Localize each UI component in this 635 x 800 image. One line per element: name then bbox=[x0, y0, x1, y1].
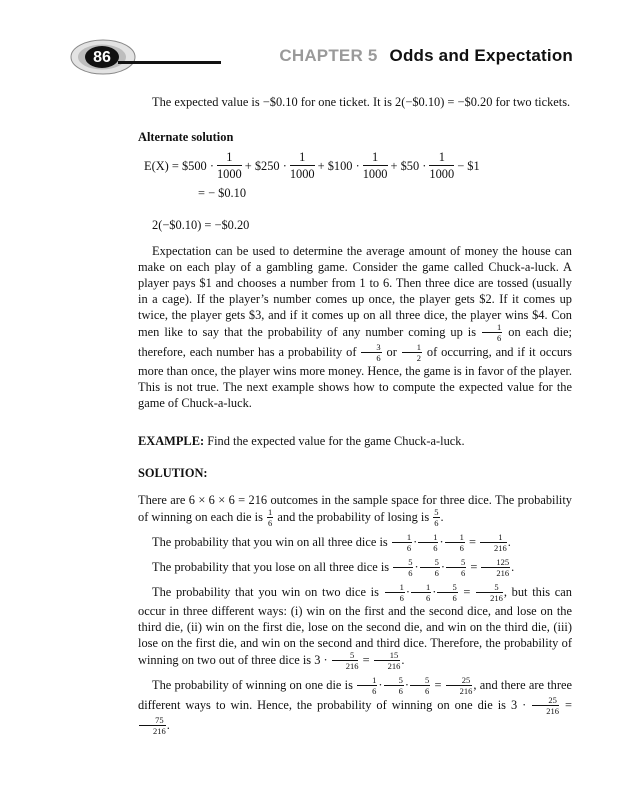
win-all-three-line: The probability that you win on all three dice is $\frac{1}{6}$ · $\frac{1}{6}$ · $\frac{1}{6}$ = $\frac{1}{216}$ . bbox=[152, 531, 511, 554]
fraction: $\frac{1}{6}$ bbox=[411, 583, 431, 603]
fraction: $\frac{5}{6}$ bbox=[393, 558, 413, 578]
fraction: $\frac{5}{6}$ bbox=[420, 558, 440, 578]
fraction: $\frac{1}{6}$ bbox=[392, 533, 412, 553]
fraction: $\frac{3}{6}$ bbox=[361, 343, 381, 363]
eq-term: + $50 · bbox=[390, 158, 427, 173]
page-number: 86 bbox=[93, 49, 111, 66]
fraction: $\frac{15}{216}$ bbox=[374, 651, 401, 671]
fraction: $\frac{1}{6}$ bbox=[418, 533, 438, 553]
eq-fraction: $\frac{1}{1000}$ bbox=[216, 150, 242, 182]
intro-paragraph: The expected value is −$0.10 for one ticket. It is 2(−$0.10) = −$0.20 for two tickets. bbox=[152, 95, 571, 109]
fraction: $\frac{5}{6}$ bbox=[434, 506, 439, 529]
fraction: $\frac{5}{216}$ bbox=[332, 651, 359, 671]
eq-lhs: E(X) = $500 · bbox=[144, 158, 214, 173]
fraction: $\frac{1}{216}$ bbox=[480, 533, 507, 553]
fraction: $\frac{1}{6}$ bbox=[482, 323, 502, 343]
page-header bbox=[0, 0, 635, 100]
eq-fraction: $\frac{1}{1000}$ bbox=[429, 150, 455, 182]
solution-heading: SOLUTION: bbox=[138, 465, 208, 480]
two-tickets-line: 2(−$0.10) = −$0.20 bbox=[152, 217, 250, 232]
win-two-dice-paragraph: The probability that you win on two dice is $\frac{1}{6}$ · $\frac{1}{6}$ · $\frac{5}{6}$ = $\frac{5}{216}$ , but this can occur in three different ways: (i) win on the first and the second dice, and lose on the third die, (ii) win on the first die, lose on the second die, and win on the third die, (iii) lose on the first die, and win on the second and third dice. Therefore, the probability of winning on two out of three dice is 3 · $\frac{5}{216}$ = $\frac{15}{216}$ . bbox=[138, 581, 572, 672]
eq-term: + $100 · bbox=[317, 158, 360, 173]
fraction: $\frac{25}{216}$ bbox=[532, 696, 559, 716]
fraction: $\frac{1}{6}$ bbox=[445, 533, 465, 553]
header-rule bbox=[118, 61, 221, 64]
fraction: $\frac{5}{6}$ bbox=[446, 558, 466, 578]
fraction: $\frac{125}{216}$ bbox=[481, 558, 510, 578]
example-text: Find the expected value for the game Chuck-a-luck. bbox=[207, 433, 465, 448]
chapter-label: CHAPTER 5 bbox=[279, 46, 378, 65]
fraction: $\frac{1}{6}$ bbox=[357, 676, 377, 696]
fraction: $\frac{5}{6}$ bbox=[437, 583, 457, 603]
page-body bbox=[138, 94, 572, 736]
eq-term: − $1 bbox=[457, 158, 480, 173]
outcomes-paragraph: There are 6 × 6 × 6 = 216 outcomes in the sample space for three dice. The probability of winning on each die is $\frac{1}{6}$ and the probability of losing is $\frac{5}{6}$ . bbox=[138, 492, 572, 529]
fraction: $\frac{25}{216}$ bbox=[446, 676, 473, 696]
fraction: $\frac{1}{2}$ bbox=[402, 343, 422, 363]
chuck-a-luck-paragraph: Expectation can be used to determine the average amount of money the house can make on each play of a gambling game. Consider the game called Chuck-a-luck. A player pays $1 and chooses a number from 1 to 6. Then three dice are tossed (usually in a cage). If the player’s number comes up once, the player gets $2. If it comes up twice, the player gets $3, and if it comes up on all three dice, the player wins $4. Con men like to say that the probability of any number coming up is $\frac{1}{6}$ on each die; therefore, each number has a probability of $\frac{3}{6}$ or $\frac{1}{2}$ of occurring, and if it occurs more than once, the player wins more money. Hence, the game is in favor of the player. This is not true. The next example shows how to compute the expected value for the game of Chuck-a-luck. bbox=[138, 243, 572, 410]
running-head bbox=[279, 46, 573, 66]
fraction: $\frac{1}{6}$ bbox=[385, 583, 405, 603]
alternate-solution-equation bbox=[142, 151, 572, 181]
alternate-solution-heading: Alternate solution bbox=[138, 130, 234, 144]
fraction: $\frac{75}{216}$ bbox=[139, 716, 166, 736]
eq-result: = − $0.10 bbox=[198, 185, 247, 200]
fraction: $\frac{5}{6}$ bbox=[410, 676, 430, 696]
eq-term: + $250 · bbox=[244, 158, 287, 173]
win-one-die-paragraph: The probability of winning on one die is $\frac{1}{6}$ · $\frac{5}{6}$ · $\frac{5}{6}$ = $\frac{25}{216}$ , and there are three different ways to win. Hence, the probability of winning on one die is 3 · $\frac{25}{216}$ = $\frac{75}{216}$ . bbox=[138, 674, 573, 737]
example-label: EXAMPLE: bbox=[138, 433, 205, 448]
eq-fraction: $\frac{1}{1000}$ bbox=[289, 150, 315, 182]
example-line bbox=[138, 433, 572, 449]
lose-all-three-line: The probability that you lose on all three dice is $\frac{5}{6}$ · $\frac{5}{6}$ · $\frac{5}{6}$ = $\frac{125}{216}$ . bbox=[152, 556, 515, 579]
fraction: $\frac{1}{6}$ bbox=[268, 506, 273, 529]
fraction: $\frac{5}{6}$ bbox=[384, 676, 404, 696]
chapter-title: Odds and Expectation bbox=[389, 46, 573, 65]
eq-fraction: $\frac{1}{1000}$ bbox=[362, 150, 388, 182]
fraction: $\frac{5}{216}$ bbox=[476, 583, 503, 603]
